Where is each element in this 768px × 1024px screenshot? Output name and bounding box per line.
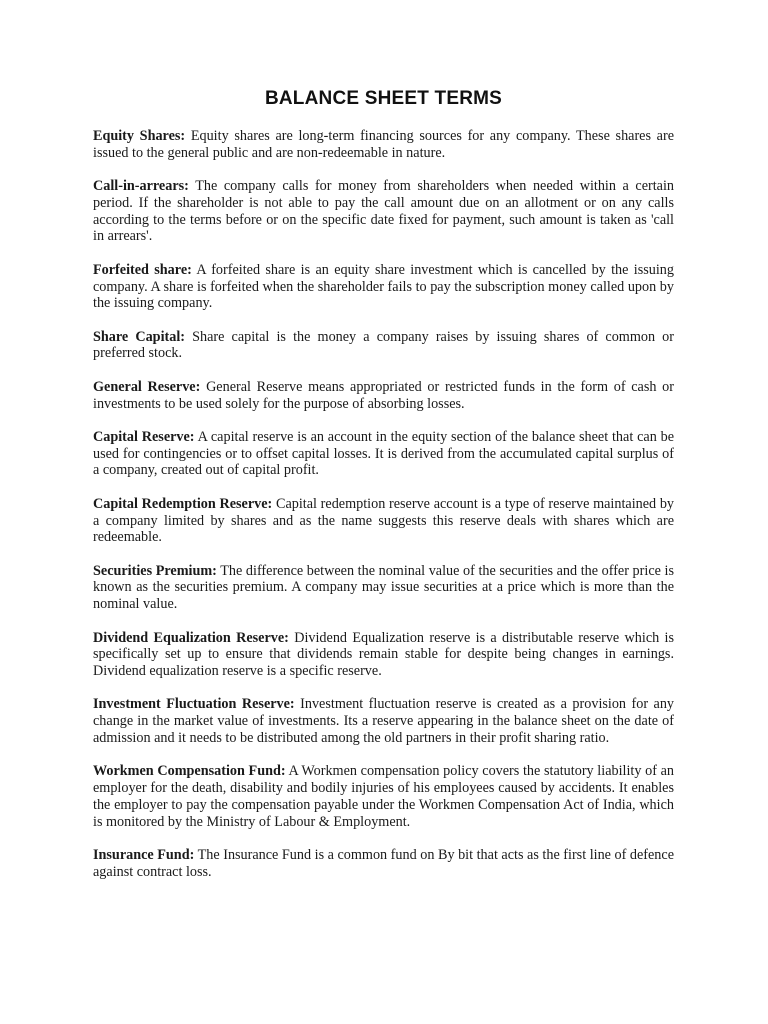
term-entry-capital-redemption-reserve [93, 496, 674, 546]
term-definition: A capital reserve is an account in the equity section of the balance sheet that can be used for contingencies or to offset capital losses. It is derived from the accumulated capital surplus of a company, created out of capital profit. [93, 428, 675, 479]
term-definition: General Reserve means appropriated or restricted funds in the form of cash or investments to be used solely for the purpose of absorbing losses. [93, 378, 674, 412]
term-definition: Investment fluctuation reserve is created as a provision for any change in the market value of investments. Its a reserve appearing in the balance sheet on the date of admission and it needs to be distributed among the old partners in their profit sharing ratio. [93, 696, 675, 747]
term-name: Capital Redemption Reserve: [93, 495, 273, 512]
term-name: Workmen Compensation Fund: [93, 763, 286, 780]
document-title: BALANCE SHEET TERMS [264, 88, 503, 109]
term-name: General Reserve: [93, 378, 201, 395]
term-entry-dividend-equalization-reserve [93, 630, 674, 680]
term-name: Investment Fluctuation Reserve: [93, 696, 295, 713]
term-name: Equity Shares: [93, 128, 186, 144]
term-definition: The difference between the nominal value of the securities and the offer price is known as the securities premium. A company may issue securities at a price which is more than the nominal value. [93, 562, 674, 613]
term-name: Share Capital: [93, 328, 185, 345]
term-name: Forfeited share: [93, 261, 192, 278]
term-definition: Dividend Equalization reserve is a distributable reserve which is specifically set up to ensure that dividends remain stable for despite being changes in earnings. Dividend equalization reserve is a specific reserve. [93, 629, 675, 680]
term-entry-investment-fluctuation-reserve [93, 696, 674, 746]
document-page [93, 88, 674, 897]
term-entry-share-capital [93, 329, 674, 363]
term-entry-general-reserve [93, 379, 674, 413]
term-entry-securities-premium [93, 563, 674, 613]
term-definition: The company calls for money from shareholders when needed within a certain period. If the shareholder is not able to pay the call amount due on an allotment or on any calls according to the terms before or on the specific date fixed for payment, such amount is taken as 'call in arrears'. [93, 178, 674, 245]
term-definition: A Workmen compensation policy covers the statutory liability of an employer for the death, disability and bodily injuries of his employees caused by accidents. It enables the employer to pay the compensation payable under the Workmen Compensation Act of India, which is monitored by the Ministry of Labour & Employment. [93, 763, 674, 830]
term-definition: Share capital is the money a company raises by issuing shares of common or preferred stock. [93, 328, 674, 362]
term-entry-equity-shares [93, 128, 674, 162]
term-name: Dividend Equalization Reserve: [93, 629, 289, 646]
term-name: Insurance Fund: [93, 847, 195, 863]
term-entry-forfeited-share [93, 262, 674, 312]
term-entry-capital-reserve [93, 429, 674, 479]
term-name: Capital Reserve: [93, 428, 195, 445]
term-entry-insurance-fund [93, 847, 674, 881]
term-definition: The Insurance Fund is a common fund on By bit that acts as the first line of defence against contract loss. [93, 847, 674, 880]
term-name: Call-in-arrears: [93, 178, 189, 195]
term-definition: Capital redemption reserve account is a type of reserve maintained by a company limited by shares and as the name suggests this reserve deals with shares which are redeemable. [93, 495, 675, 546]
term-definition: A forfeited share is an equity share investment which is cancelled by the issuing company. A share is forfeited when the shareholder fails to pay the subscription money called upon by the issuing company. [93, 261, 674, 312]
term-entry-workmen-compensation-fund [93, 763, 674, 830]
term-entry-call-in-arrears [93, 178, 674, 245]
term-name: Securities Premium: [93, 562, 217, 579]
term-definition: Equity shares are long-term financing sources for any company. These shares are issued to the general public and are non-redeemable in nature. [93, 128, 674, 161]
